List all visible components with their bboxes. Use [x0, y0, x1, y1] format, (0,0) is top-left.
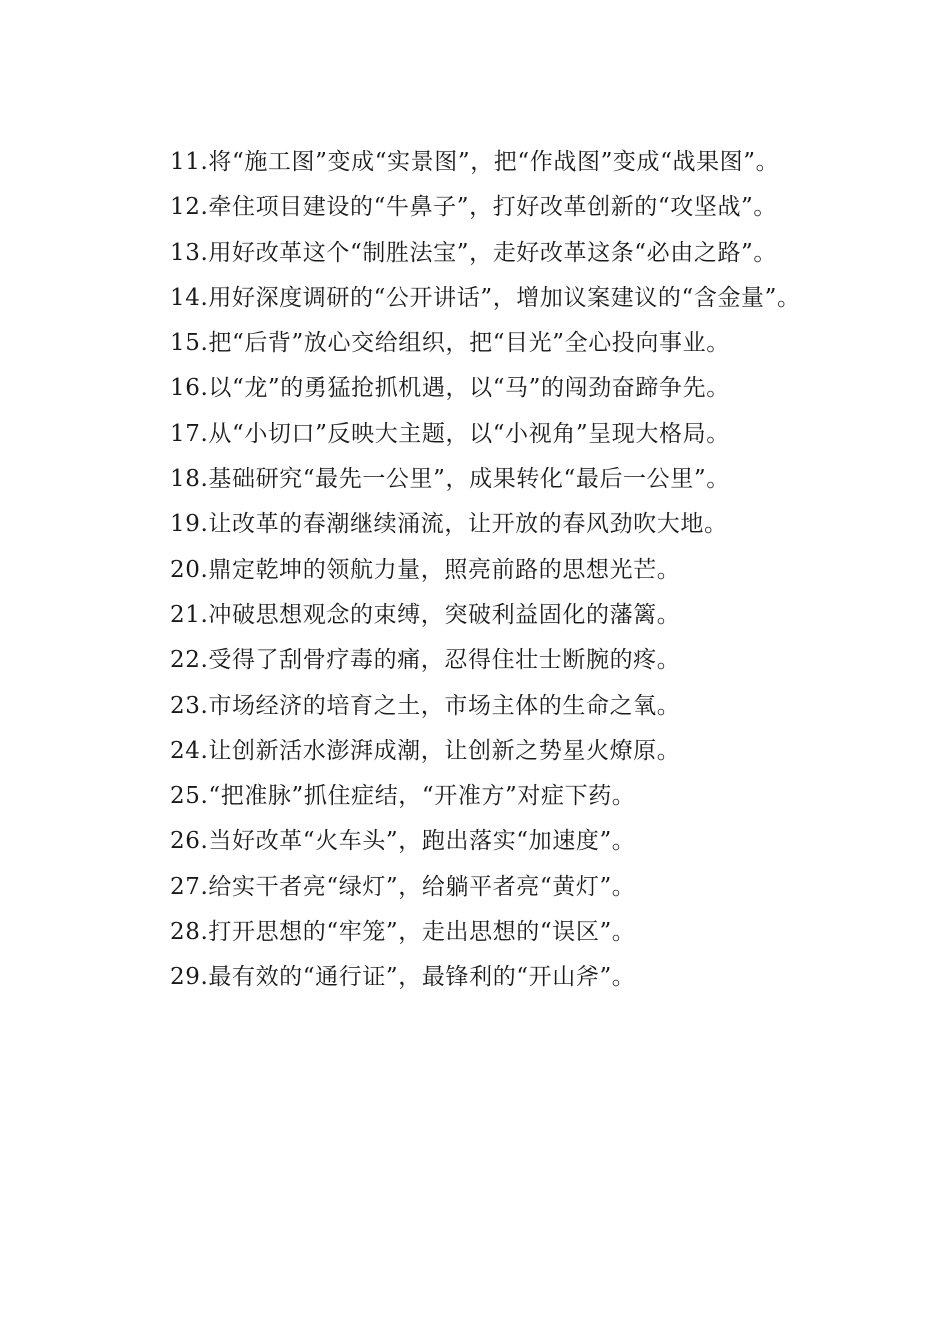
paragraph-28: 28.打开思想的“牢笼”，走出思想的“误区”。: [170, 919, 636, 946]
paragraph-11: 11.将“施工图”变成“实景图”，把“作战图”变成“战果图”。: [170, 149, 780, 175]
paragraph-25: 25.“把准脉”抓住症结，“开准方”对症下药。: [170, 783, 636, 810]
paragraph-14: 14.用好深度调研的“公开讲话”，增加议案建议的“含金量”。: [170, 284, 801, 311]
paragraph-20: 20.鼎定乾坤的领航力量，照亮前路的思想光芒。: [170, 556, 681, 583]
paragraph-19: 19.让改革的春潮继续涌流，让开放的春风劲吹大地。: [170, 511, 728, 538]
paragraph-21: 21.冲破思想观念的束缚，突破利益固化的藩篱。: [170, 601, 681, 628]
paragraph-16: 16.以“龙”的勇猛抢抓机遇，以“马”的闯劲奋蹄争先。: [170, 375, 730, 402]
paragraph-17: 17.从“小切口”反映大主题，以“小视角”呈现大格局。: [170, 420, 730, 447]
paragraph-26: 26.当好改革“火车头”，跑出落实“加速度”。: [170, 828, 636, 855]
document-body: [122, 140, 822, 1001]
paragraph-27: 27.给实干者亮“绿灯”，给躺平者亮“黄灯”。: [170, 873, 636, 900]
paragraph-18: 18.基础研究“最先一公里”，成果转化“最后一公里”。: [170, 466, 730, 493]
paragraph-15: 15.把“后背”放心交给组织，把“目光”全心投向事业。: [170, 330, 730, 357]
paragraph-22: 22.受得了刮骨疗毒的痛，忍得住壮士断腕的疼。: [170, 647, 681, 674]
paragraph-12: 12.牵住项目建设的“牛鼻子”，打好改革创新的“攻坚战”。: [170, 194, 778, 221]
paragraph-29: 29.最有效的“通行证”，最锋利的“开山斧”。: [170, 964, 636, 991]
paragraph-24: 24.让创新活水澎湃成潮，让创新之势星火燎原。: [170, 737, 681, 764]
paragraph-23: 23.市场经济的培育之土，市场主体的生命之氧。: [170, 692, 681, 719]
paragraph-13: 13.用好改革这个“制胜法宝”，走好改革这条“必由之路”。: [170, 239, 778, 266]
